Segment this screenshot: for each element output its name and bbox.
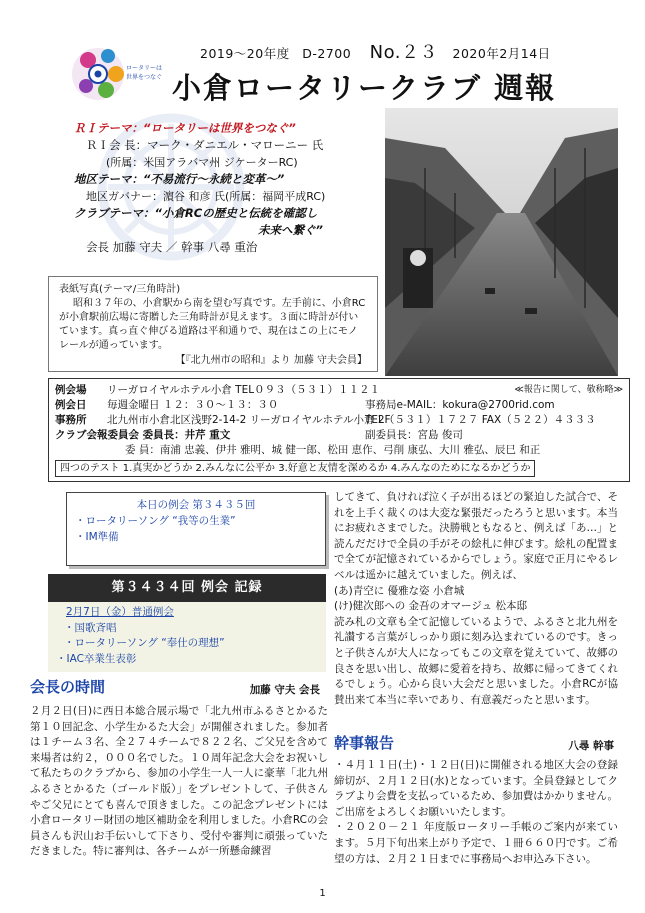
president-time-title: 会長の時間 bbox=[30, 678, 106, 696]
cover-photo bbox=[385, 108, 618, 376]
meeting-record-item: ・IAC卒業生表彰 bbox=[56, 652, 137, 665]
committee-chair: クラブ会報委員会 委員長：井芹 重文 bbox=[55, 429, 231, 441]
meeting-record-banner: 第３４３４回 例会 記録 bbox=[48, 574, 326, 602]
committee-members: 委 員：南浦 忠義、伊井 雅明、城 健一郎、松田 恵作、弓削 康弘、大川 雅弘、辰巳 和正 bbox=[125, 444, 541, 456]
todays-meeting-item: ・IM準備 bbox=[75, 531, 119, 543]
secretary-report-body bbox=[334, 758, 618, 867]
meeting-record-heading: 2月7日（金）普通例会 bbox=[66, 606, 174, 618]
meeting-record-item: ・ロータリーソング “奉仕の理想” bbox=[64, 637, 225, 649]
district-governor: 地区ガバナー：濵谷 和彦 氏(所属：福岡平成RC) bbox=[86, 190, 326, 203]
secretary-report-author: 八尋 幹事 bbox=[568, 740, 614, 752]
honorific-note: ≪報告に関して、敬称略≫ bbox=[514, 385, 623, 395]
karuta-card-2: (け)健次郎への 金吾のオマージュ 松本邸 bbox=[334, 600, 527, 613]
fiscal-year: 2019～20年度 bbox=[200, 46, 290, 61]
page-number: 1 bbox=[319, 888, 326, 899]
ri-president-affiliation: (所属：米国アラバマ州 ジケーターRC) bbox=[106, 156, 298, 169]
ri-president: ＲＩ会 長：マーク・ダニエル・マローニー 氏 bbox=[86, 138, 324, 152]
todays-meeting-item: ・ロータリーソング “我等の生業” bbox=[75, 515, 236, 527]
issue-number: No.２３ bbox=[369, 42, 439, 63]
club-officers: 会長 加藤 守夫 ／ 幹事 八尋 重治 bbox=[86, 240, 258, 254]
cover-caption-box bbox=[48, 276, 378, 372]
secretary-report-item: ・４月１１日(土)・１２日(日)に開催される地区大会の登録締切が、２月１２日(水)となっています。全員登録としてクラブより会費を支払っているため、参加費はかかりません。ご出席をよろしくお願いいたします。 bbox=[334, 759, 618, 818]
district-code: D-2700 bbox=[302, 46, 352, 61]
president-time-text: ２月２日(日)に西日本総合展示場で「北九州市ふるさとかるた第１０回記念、小学生かるた大会」が開催されました。参加者は１チーム３名、全２７４チームで８２２名、ご父兄を含めて来場者は約２，０００名でした。１０周年記念大会をお祝いして私たちのクラブから、参加の小学生一人一人に豪華「北九州ふるさとかるた（ゴールド版）」をプレゼントして、子供さんやご父兄にとても喜んで頂きました。この記念プレゼントには小倉ロータリー財団の地区補助金を利用しました。小倉RCの会員さんも沢山お手伝いして下さり、受付や審判に頑張っていただきました。特に審判は、各チームが一所懸命練習 bbox=[30, 705, 328, 858]
president-time-continued-text: してきて、負ければ泣く子が出るほどの緊迫した試合で、それを上手く裁くのは大変な緊張だったろうと思います。本当にお疲れさまでした。決勝戦ともなると、例えば「あ…」と読んだだけで全員の手がその絵札に伸びます。絵札の配置まで全てが記憶されているからでしょう。家庭で正月にやるレベルは遥かに越えていました。例えば、 bbox=[334, 491, 618, 581]
issue-date: 2020年2月14日 bbox=[452, 46, 551, 61]
svg-text:世界をつなぐ: 世界をつなぐ bbox=[126, 74, 163, 81]
four-way-test: 四つのテスト 1.真実かどうか 2.みんなに公平か 3.好意と友情を深めるか 4.みんなのためになるかどうか bbox=[55, 460, 535, 477]
committee-vice-chair: 副委員長：宮島 俊司 bbox=[365, 429, 463, 441]
club-theme: クラブテーマ：“小倉RCの歴史と伝統を確認し bbox=[74, 206, 318, 220]
ri-theme: ＲＩテーマ：“ロータリーは世界をつなぐ” bbox=[74, 121, 296, 135]
office-tel-fax: TEL（５３１）１７２７ FAX（５２２）４３３３ bbox=[365, 414, 596, 426]
office-email[interactable]: 事務局e-MAIL：kokura@2700rid.com bbox=[365, 399, 555, 411]
president-time-author: 加藤 守夫 会長 bbox=[249, 684, 320, 696]
secretary-report-header bbox=[334, 732, 618, 753]
president-time-header bbox=[30, 676, 326, 697]
karuta-card-1: (あ)青空に 優雅な姿 小倉城 bbox=[334, 584, 465, 597]
president-time-continued bbox=[334, 490, 618, 708]
rotary-connects-logo bbox=[66, 38, 163, 118]
issue-header bbox=[200, 38, 551, 64]
meeting-record-item: ・国歌斉唱 bbox=[64, 621, 117, 634]
president-time-continued-text-2: 読み札の文章も全て記憶しているようで、ふるさと北九州を礼讃する言葉がしっかり頭に刻み込まれているのです。きっと子供さんが大人になってもこの文章を覚えていて、故郷の良さを思い出し、故郷に愛着を持ち、故郷に帰ってきてくれるでしょう。心から良い大会だと思いました。小倉RCが協賛出来て本当に幸いであり、有意義だったと思います。 bbox=[334, 615, 618, 706]
todays-meeting-heading: 本日の例会 第３４３５回 bbox=[136, 499, 256, 511]
svg-text:ロータリーは: ロータリーは bbox=[126, 65, 163, 72]
secretary-report-title: 幹事報告 bbox=[334, 734, 395, 752]
club-info-box bbox=[48, 378, 630, 482]
venue-label: 例会場 bbox=[55, 384, 87, 396]
venue: リーガロイヤルホテル小倉 TEL０９３（５３１）１１２１ bbox=[107, 384, 381, 396]
club-theme-continued: 未来へ繋ぐ” bbox=[258, 223, 323, 237]
office-label: 事務所 bbox=[55, 414, 87, 426]
todays-meeting-box bbox=[66, 492, 326, 566]
newsletter-title: 小倉ロータリークラブ 週報 bbox=[172, 71, 557, 105]
meeting-day: 毎週金曜日 １２：３０～１３：３０ bbox=[107, 399, 279, 411]
cover-caption-text: 昭和３７年の、小倉駅から南を望む写真です。左手前に、小倉RCが小倉駅前広場に寄贈した三角時計が見えます。３面に時計が付いています。真っ直ぐ伸びる道路は平和通りで、現在はこの上にモノレールが通っています。 bbox=[59, 298, 366, 351]
themes-block bbox=[74, 120, 414, 256]
meeting-record-box bbox=[48, 602, 326, 672]
office-address: 北九州市小倉北区浅野2-14-2 リーガロイヤルホテル小倉 2F bbox=[107, 414, 391, 426]
secretary-report-item: ・２０２０－２１ 年度版ロータリー手帳のご案内が来ています。５月下旬出来上がり予定で、１冊６６０円です。ご希望の方は、２月２１日までに事務局へお申込み下さい。 bbox=[334, 821, 618, 865]
cover-caption-source: 【『北九州市の昭和』より 加藤 守夫会員】 bbox=[175, 355, 367, 366]
meeting-day-label: 例会日 bbox=[55, 399, 87, 411]
district-theme: 地区テーマ：“不易流行～永続と変革～” bbox=[74, 172, 285, 186]
cover-caption-heading: 表紙写真(テーマ/三角時計) bbox=[59, 284, 181, 295]
